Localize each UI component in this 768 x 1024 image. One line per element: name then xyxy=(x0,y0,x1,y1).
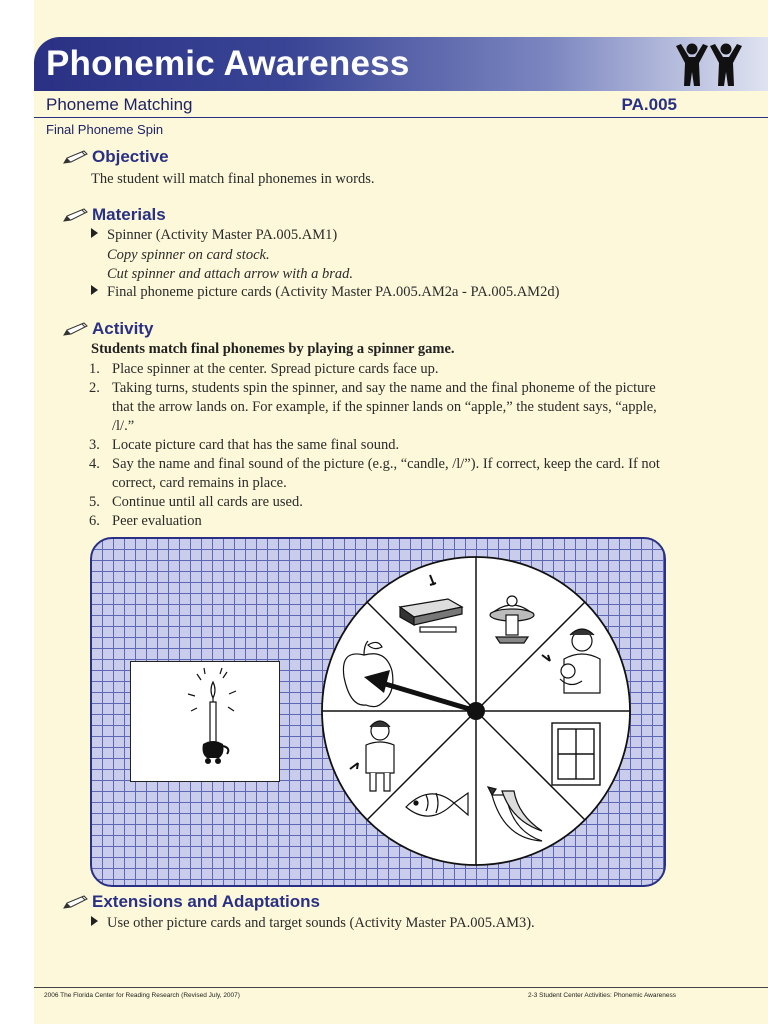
list-item xyxy=(89,436,672,455)
step-number: 5. xyxy=(89,494,100,510)
pencil-icon xyxy=(62,207,90,223)
step-text: Place spinner at the center. Spread picture cards face up. xyxy=(112,361,439,377)
objective-text: The student will match final phonemes in words. xyxy=(91,171,375,187)
bullet-icon xyxy=(91,285,98,295)
step-number: 3. xyxy=(89,437,100,453)
materials-item-text: Spinner (Activity Master PA.005.AM1) xyxy=(107,227,338,243)
activity-name: Final Phoneme Spin xyxy=(46,122,164,137)
objective-heading xyxy=(62,147,169,167)
page-title: Phonemic Awareness xyxy=(46,44,410,83)
header-divider xyxy=(34,117,768,118)
step-number: 6. xyxy=(89,513,100,529)
materials-item xyxy=(91,227,337,244)
step-text: Continue until all cards are used. xyxy=(112,494,303,510)
list-item xyxy=(89,493,672,512)
spinner-wheel xyxy=(320,555,632,867)
activity-heading xyxy=(62,319,153,339)
materials-heading-text: Materials xyxy=(92,205,166,224)
window-icon xyxy=(552,723,600,785)
step-text: Peer evaluation xyxy=(112,513,202,529)
list-item xyxy=(89,360,672,379)
people-icon xyxy=(672,42,746,88)
extensions-heading xyxy=(62,892,320,912)
list-item xyxy=(89,455,672,493)
pencil-icon xyxy=(62,149,90,165)
materials-note: Copy spinner on card stock. xyxy=(107,247,270,263)
pencil-icon xyxy=(62,321,90,337)
materials-note: Cut spinner and attach arrow with a brad. xyxy=(107,266,353,282)
bullet-icon xyxy=(91,916,98,926)
activity-steps xyxy=(89,360,672,531)
activity-code: PA.005 xyxy=(621,95,677,114)
candle-icon xyxy=(131,662,278,780)
step-number: 2. xyxy=(89,380,100,396)
footer-copyright: 2006 The Florida Center for Reading Research (Revised July, 2007) xyxy=(44,992,240,999)
section-name: Phoneme Matching xyxy=(46,95,193,114)
footer-page-info: 2-3 Student Center Activities: Phonemic Awareness xyxy=(527,992,676,999)
step-number: 1. xyxy=(89,361,100,377)
activity-intro: Students match final phonemes by playing a spinner game. xyxy=(91,341,455,357)
step-number: 4. xyxy=(89,456,100,472)
bullet-icon xyxy=(91,228,98,238)
pencil-icon xyxy=(62,894,90,910)
activity-heading-text: Activity xyxy=(92,319,154,338)
step-text: Locate picture card that has the same final sound. xyxy=(112,437,400,453)
extensions-heading-text: Extensions and Adaptations xyxy=(92,892,320,911)
materials-heading xyxy=(62,205,166,225)
footer-divider xyxy=(34,987,768,988)
picture-card xyxy=(130,661,280,782)
list-item xyxy=(89,512,672,531)
step-text: Taking turns, students spin the spinner, and say the name and the final phoneme of the picture that the arrow lands on. For example, if the spinner lands on “apple,” the student says, “apple, /l/.” xyxy=(112,380,657,434)
step-text: Say the name and final sound of the picture (e.g., “candle, /l/”). If correct, keep the card. If not correct, card remains in place. xyxy=(112,456,660,491)
list-item xyxy=(89,379,672,436)
extensions-item xyxy=(91,915,535,932)
materials-item-text: Final phoneme picture cards (Activity Master PA.005.AM2a - PA.005.AM2d) xyxy=(107,284,560,300)
extensions-item-text: Use other picture cards and target sounds (Activity Master PA.005.AM3). xyxy=(107,915,535,931)
objective-heading-text: Objective xyxy=(92,147,169,166)
materials-item xyxy=(91,284,559,301)
